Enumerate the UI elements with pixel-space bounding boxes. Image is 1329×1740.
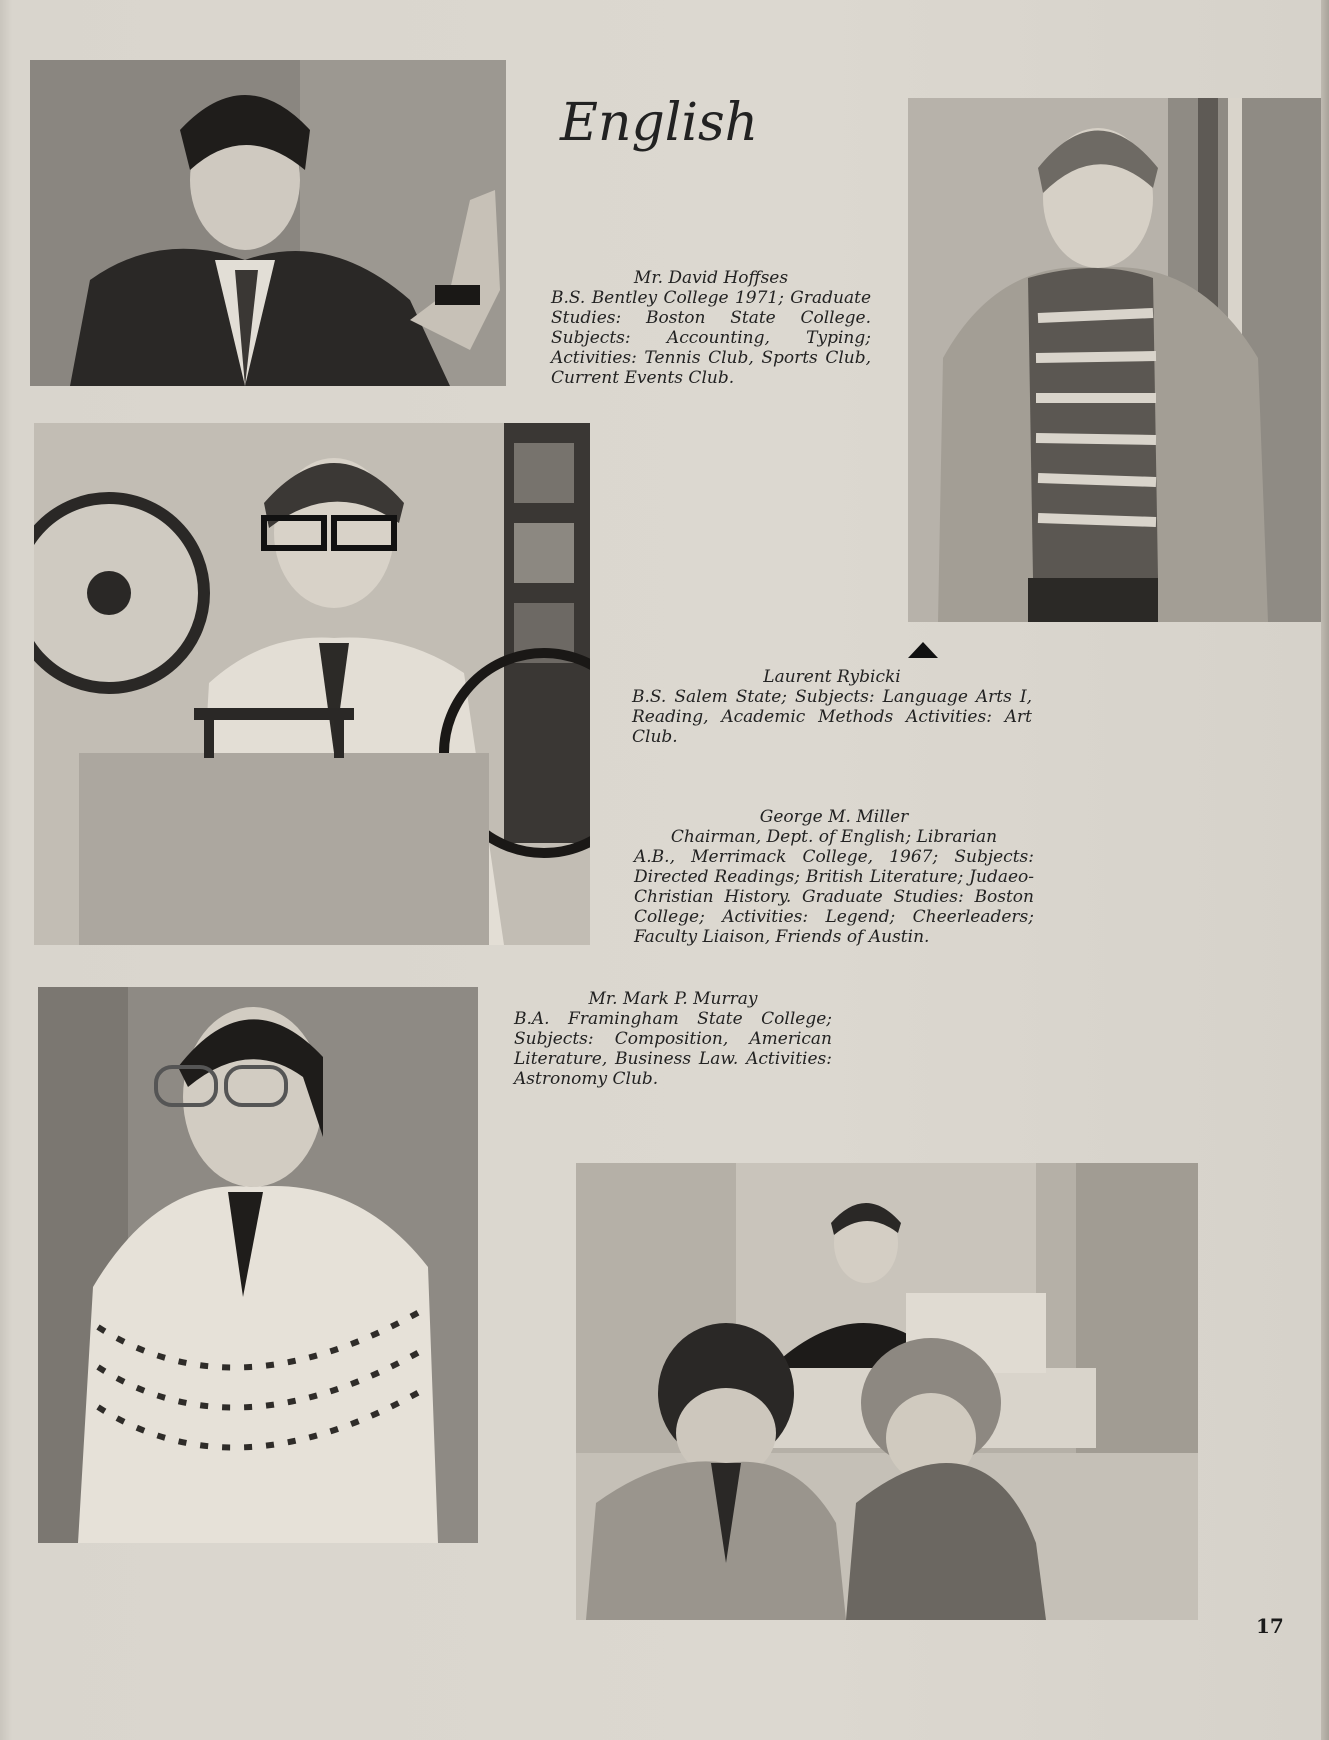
teacher-bio: B.A. Framingham State College; Subjects: Composition, American Literature, Business Law. Activities: Astronomy Club. [514, 1009, 832, 1089]
caption-rybicki [632, 667, 1032, 747]
caption-miller [634, 807, 1034, 947]
pointer-triangle-icon [908, 642, 938, 658]
teacher-name: Mr. Mark P. Murray [588, 989, 758, 1009]
teacher-bio: B.S. Bentley College 1971; Graduate Studies: Boston State College. Subjects: Accounting, Typing; Activities: Tennis Club, Sports Club, Current Events Club. [551, 288, 871, 388]
photo-teacher-projector [34, 423, 590, 945]
photo-teacher-arms-crossed [38, 987, 478, 1543]
teacher-name: George M. Miller [759, 807, 909, 827]
photo-teacher-sweater [908, 98, 1321, 622]
photo-classroom [576, 1163, 1198, 1620]
teacher-bio: A.B., Merrimack College, 1967; Subjects: Directed Readings; British Literature; Judaeo-Christian History. Graduate Studies: Boston College; Activities: Legend; Cheerleaders; Faculty Liaison, Friends of Austin. [634, 847, 1034, 947]
page-title: English [560, 93, 759, 153]
teacher-title: Chairman, Dept. of English; Librarian [670, 827, 998, 847]
caption-hoffses [551, 268, 871, 388]
caption-murray [514, 989, 832, 1089]
page-edge [1321, 0, 1329, 1740]
teacher-name: Mr. David Hoffses [633, 268, 789, 288]
photo-teacher-pointing [30, 60, 506, 386]
teacher-bio: B.S. Salem State; Subjects: Language Arts I, Reading, Academic Methods Activities: Art Club. [632, 687, 1032, 747]
teacher-name: Laurent Rybicki [763, 667, 901, 687]
page-number: 17 [1256, 1614, 1284, 1638]
